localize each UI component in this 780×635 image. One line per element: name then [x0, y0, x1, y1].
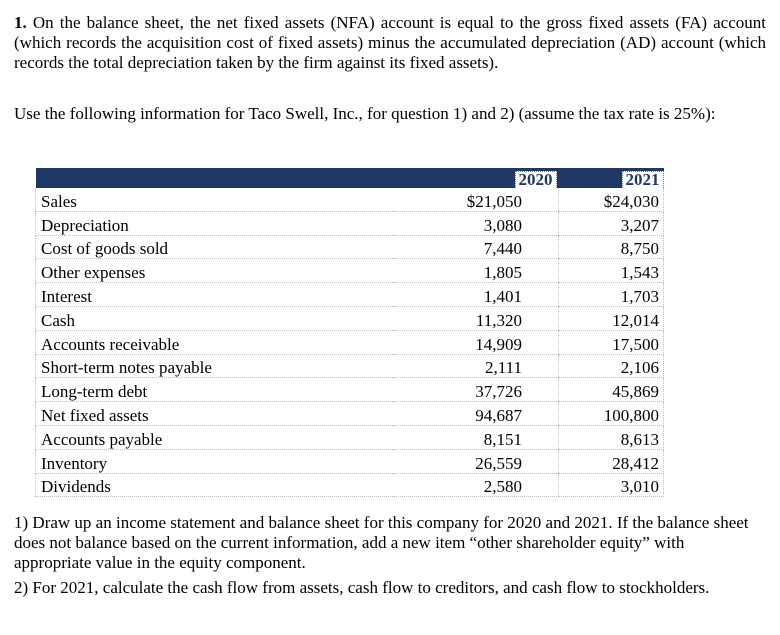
value-2020: 11,320: [393, 306, 559, 330]
table-header-row: [36, 168, 664, 188]
value-2020: 1,401: [393, 283, 559, 307]
value-2020: 3,080: [393, 211, 559, 235]
value-2020: 14,909: [393, 330, 559, 354]
use-info-paragraph: Use the following information for Taco Swell, Inc., for question 1) and 2) (assume the tax rate is 25%):: [14, 104, 716, 123]
value-2020: 1,805: [393, 259, 559, 283]
value-2020: 2,111: [393, 354, 559, 378]
table-row: [36, 188, 664, 211]
row-label: Other expenses: [36, 259, 393, 283]
row-label: Interest: [36, 283, 393, 307]
table-row: [36, 211, 664, 235]
intro-text: On the balance sheet, the net fixed assets (NFA) account is equal to the gross fixed assets (FA) account (which records the acquisition cost of fixed assets) minus the accumulated depreciation (AD) account (which records the total depreciation taken by the firm against its fixed assets).: [14, 13, 766, 72]
table-row: [36, 354, 664, 378]
table-row: [36, 330, 664, 354]
question-2: 2) For 2021, calculate the cash flow from assets, cash flow to creditors, and cash flow to stockholders.: [14, 578, 710, 597]
row-label: Short-term notes payable: [36, 354, 393, 378]
value-2020: 26,559: [393, 449, 559, 473]
row-label: Depreciation: [36, 211, 393, 235]
value-2020: 7,440: [393, 235, 559, 259]
value-2021: 12,014: [559, 306, 664, 330]
value-2021: 8,750: [559, 235, 664, 259]
row-label: Net fixed assets: [36, 402, 393, 426]
value-2020: $21,050: [393, 188, 559, 211]
value-2021: 17,500: [559, 330, 664, 354]
question-1: 1) Draw up an income statement and balance sheet for this company for 2020 and 2021. If the balance sheet does not balance based on the current information, add a new item “other shareholder equity” with appropriate value in the equity component.: [14, 513, 749, 572]
table-row: [36, 402, 664, 426]
row-label: Inventory: [36, 449, 393, 473]
table-row: [36, 425, 664, 449]
table-body: [36, 188, 664, 497]
value-2021: 3,207: [559, 211, 664, 235]
value-2021: 3,010: [559, 473, 664, 497]
row-label: Cost of goods sold: [36, 235, 393, 259]
table-row: [36, 449, 664, 473]
value-2021: $24,030: [559, 188, 664, 211]
question-number: 1.: [14, 13, 27, 32]
value-2021: 100,800: [559, 402, 664, 426]
row-label: Accounts payable: [36, 425, 393, 449]
row-label: Long-term debt: [36, 378, 393, 402]
value-2021: 1,543: [559, 259, 664, 283]
value-2021: 28,412: [559, 449, 664, 473]
value-2020: 8,151: [393, 425, 559, 449]
value-2021: 2,106: [559, 354, 664, 378]
table-row: [36, 306, 664, 330]
row-label: Accounts receivable: [36, 330, 393, 354]
row-label: Dividends: [36, 473, 393, 497]
header-year-2020: 2020: [393, 168, 559, 188]
value-2020: 37,726: [393, 378, 559, 402]
table-row: [36, 235, 664, 259]
header-blank-cell: [36, 168, 393, 188]
table-row: [36, 259, 664, 283]
row-label: Cash: [36, 306, 393, 330]
table-row: [36, 473, 664, 497]
financial-data-table: [35, 168, 664, 497]
table-row: [36, 378, 664, 402]
value-2020: 2,580: [393, 473, 559, 497]
value-2021: 45,869: [559, 378, 664, 402]
table-row: [36, 283, 664, 307]
intro-paragraph: [14, 13, 766, 73]
row-label: Sales: [36, 188, 393, 211]
value-2020: 94,687: [393, 402, 559, 426]
value-2021: 8,613: [559, 425, 664, 449]
header-year-2021: 2021: [559, 168, 664, 188]
value-2021: 1,703: [559, 283, 664, 307]
